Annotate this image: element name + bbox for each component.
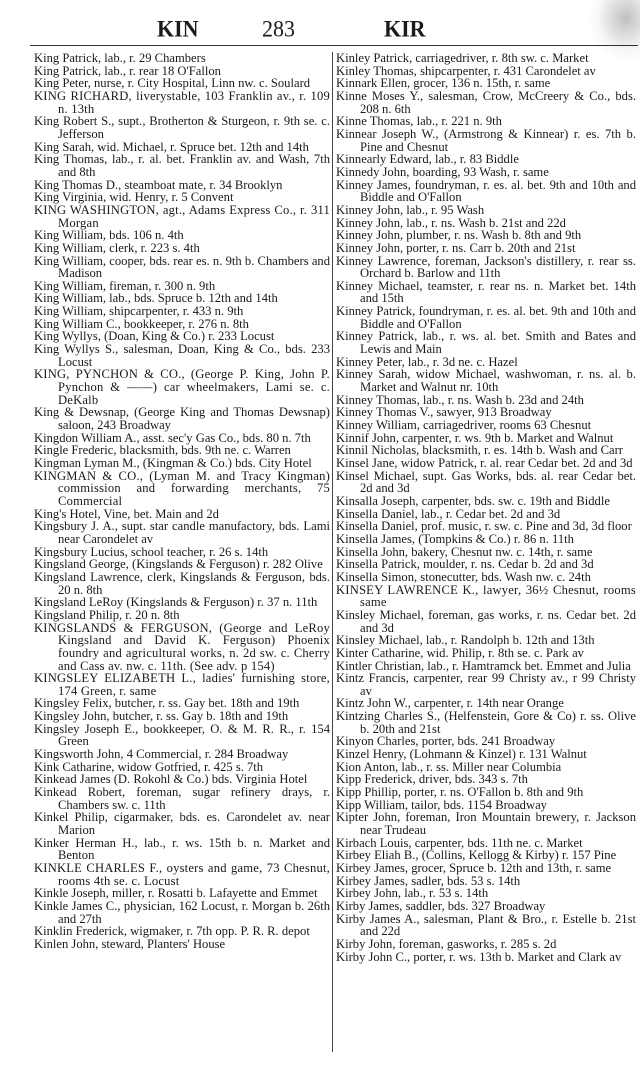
- directory-entry: Kirbach Louis, carpenter, bds. 11th ne. c. Market: [336, 835, 583, 850]
- directory-entry: Kipter John, foreman, Iron Mountain brewery, r. Jackson near Trudeau: [336, 810, 636, 838]
- directory-entry: King William, lab., bds. Spruce b. 12th and 14th: [34, 291, 278, 306]
- directory-entry: Kinsella Daniel, lab., r. Cedar bet. 2d and 3d: [336, 506, 561, 521]
- directory-entry: King Thomas, lab., r. al. bet. Franklin av. and Wash, 7th and 8th: [34, 152, 330, 179]
- directory-entry: Kinzel Henry, (Lohmann & Kinzel) r. 131 Walnut: [336, 747, 587, 762]
- directory-entry: KINGSLEY ELIZABETH L., ladies' furnishing store, 174 Green, r. same: [34, 671, 330, 698]
- page-header: [0, 0, 640, 40]
- directory-entry: Kipp Frederick, driver, bds. 343 s. 7th: [336, 772, 528, 787]
- directory-entry: KING WASHINGTON, agt., Adams Express Co., r. 311 Morgan: [34, 202, 330, 230]
- directory-entry: Kirby James, saddler, bds. 327 Broadway: [336, 898, 546, 913]
- directory-entry: King & Dewsnap, (George King and Thomas Dewsnap) saloon, 243 Broadway: [34, 405, 330, 433]
- directory-entry: King Sarah, wid. Michael, r. Spruce bet. 12th and 14th: [34, 139, 309, 154]
- directory-entry: Kingle Frederic, blacksmith, bds. 9th ne. c. Warren: [34, 443, 291, 458]
- directory-entry: Kinsalla Joseph, carpenter, bds. sw. c. 19th and Biddle: [336, 493, 610, 508]
- directory-entry: Kinne Moses Y., salesman, Crow, McCreery & Co., bds. 208 n. 6th: [336, 88, 636, 116]
- directory-entry: Kinsley Michael, foreman, gas works, r. ns. Cedar bet. 2d and 3d: [336, 607, 636, 635]
- directory-entry: Kinker Herman H., lab., r. ws. 15th b. n. Market and Benton: [34, 835, 330, 863]
- directory-entry: Kingsland Lawrence, clerk, Kingslands & Ferguson, bds. 20 n. 8th: [34, 569, 330, 597]
- directory-entry: King William, shipcarpenter, r. 433 n. 9th: [34, 304, 244, 319]
- directory-entry: Kinney Peter, lab., r. 3d ne. c. Hazel: [336, 354, 518, 369]
- directory-entry: Kinlen John, steward, Planters' House: [34, 936, 226, 951]
- directory-entry: Kinney Thomas V., sawyer, 913 Broadway: [336, 405, 552, 420]
- directory-entry: Kipp William, tailor, bds. 1154 Broadway: [336, 797, 547, 812]
- directory-entry: Kingsbury J. A., supt. star candle manufactory, bds. Lami near Carondelet av: [34, 519, 330, 546]
- directory-entry: KING RICHARD, liverystable, 103 Franklin av., r. 109 n. 13th: [34, 88, 330, 116]
- directory-entry: King William, clerk, r. 223 s. 4th: [34, 240, 200, 255]
- directory-entry: King's Hotel, Vine, bet. Main and 2d: [34, 506, 219, 521]
- directory-entry: King Patrick, lab., r. 29 Chambers: [34, 51, 206, 65]
- directory-entry: Kirby John C., porter, r. ws. 13th b. Market and Clark av: [336, 949, 622, 964]
- directory-entry: Kingsland Philip, r. 20 n. 8th: [34, 607, 180, 622]
- right-guide-word: KIR: [384, 15, 426, 42]
- directory-entry: King Wyllys, (Doan, King & Co.) r. 233 Locust: [34, 329, 275, 344]
- directory-entry: Kingsley John, butcher, r. ss. Gay b. 18th and 19th: [34, 709, 289, 724]
- directory-entry: Kinney Lawrence, foreman, Jackson's distillery, r. rear ss. Orchard b. Barlow and 11th: [336, 253, 636, 281]
- directory-entry: Kinney Sarah, widow Michael, washwoman, r. ns. al. b. Market and Walnut nr. 10th: [336, 367, 636, 395]
- directory-entry: Kipp Phillip, porter, r. ns. O'Fallon b. 8th and 9th: [336, 785, 584, 800]
- directory-entry: Kirbey James, sadler, bds. 53 s. 14th: [336, 873, 521, 888]
- directory-entry: KING, PYNCHON & CO., (George P. King, John P. Pynchon & ——) car wheelmakers, Lami se. c. DeKalb: [34, 367, 330, 407]
- directory-entry: Kirbey James, grocer, Spruce b. 12th and 13th, r. same: [336, 861, 612, 875]
- directory-entry: King Robert S., supt., Brotherton & Sturgeon, r. 9th se. c. Jefferson: [34, 114, 330, 141]
- directory-entry: Kinney John, lab., r. 95 Wash: [336, 202, 485, 217]
- directory-entry: KINSEY LAWRENCE K., lawyer, 36½ Chesnut, rooms same: [336, 582, 636, 610]
- directory-entry: KINGSLANDS & FERGUSON, (George and LeRoy Kingsland and David K. Ferguson) Phoenix foundry and agricultural works, n. 2d sw. c. Cherry and Cass av. nw. c. 11th. (See adv. p 154): [34, 620, 330, 673]
- directory-entry: Kinter Catharine, wid. Philip, r. 8th se. c. Park av: [336, 645, 584, 660]
- directory-entry: King William, cooper, bds. rear es. n. 9th b. Chambers and Madison: [34, 253, 330, 281]
- directory-entry: King William, bds. 106 n. 4th: [34, 228, 184, 243]
- directory-entry: Kinklin Frederick, wigmaker, r. 7th opp. P. R. R. depot: [34, 924, 310, 939]
- directory-entry: King Wyllys S., salesman, Doan, King & Co., bds. 233 Locust: [34, 342, 330, 369]
- directory-entry: Kingsworth John, 4 Commercial, r. 284 Broadway: [34, 747, 289, 762]
- directory-entry: Kink Catharine, widow Gotfried, r. 425 s. 7th: [34, 759, 264, 774]
- directory-entry: Kingsley Joseph E., bookkeeper, O. & M. R. R., r. 154 Green: [34, 721, 330, 749]
- directory-entry: Kinyon Charles, porter, bds. 241 Broadway: [336, 734, 556, 749]
- directory-entry: Kinney William, carriagedriver, rooms 63 Chesnut: [336, 418, 592, 433]
- directory-entry: Kinney Michael, teamster, r. rear ns. n. Market bet. 14th and 15th: [336, 278, 636, 306]
- directory-entry: Kinney John, porter, r. ns. Carr b. 20th and 21st: [336, 240, 576, 255]
- directory-entry: Kinne Thomas, lab., r. 221 n. 9th: [336, 114, 502, 129]
- directory-entry: Kingsley Felix, butcher, r. ss. Gay bet. 18th and 19th: [34, 696, 300, 711]
- directory-entry: Kingsland George, (Kingslands & Ferguson) r. 282 Olive: [34, 557, 323, 572]
- directory-entry: Kinsella John, bakery, Chesnut nw. c. 14th, r. same: [336, 544, 593, 559]
- directory-entry: Kinsel Jane, widow Patrick, r. al. rear Cedar bet. 2d and 3d: [336, 456, 633, 470]
- directory-entry: Kintz John W., carpenter, r. 14th near Orange: [336, 696, 564, 711]
- directory-entry: Kinkle Joseph, miller, r. Rosatti b. Lafayette and Emmet: [34, 886, 318, 901]
- directory-entry: Kirbey John, lab., r. 53 s. 14th: [336, 886, 489, 901]
- directory-entry: Kingdon William A., asst. sec'y Gas Co., bds. 80 n. 7th: [34, 430, 311, 445]
- directory-entry: King William C., bookkeeper, r. 276 n. 8th: [34, 316, 249, 331]
- directory-entry: KINKLE CHARLES F., oysters and game, 73 Chesnut, rooms 4th se. c. Locust: [34, 861, 330, 888]
- directory-entry: King William, fireman, r. 300 n. 9th: [34, 278, 216, 293]
- directory-entry: King Patrick, lab., r. rear 18 O'Fallon: [34, 63, 221, 78]
- directory-entry: Kinnark Ellen, grocer, 136 n. 15th, r. same: [336, 76, 551, 91]
- directory-entry: Kingsbury Lucius, school teacher, r. 26 s. 14th: [34, 544, 269, 559]
- directory-entry: Kinsella Simon, stonecutter, bds. Wash nw. c. 24th: [336, 569, 591, 584]
- directory-entry: Kinney Thomas, lab., r. ns. Wash b. 23d and 24th: [336, 392, 584, 407]
- directory-entry: Kirby James A., salesman, Plant & Bro., r. Estelle b. 21st and 22d: [336, 911, 636, 939]
- directory-entry: King Peter, nurse, r. City Hospital, Linn nw. c. Soulard: [34, 76, 311, 91]
- page-stain: [590, 0, 640, 60]
- directory-entry: Kinney John, lab., r. ns. Wash b. 21st and 22d: [336, 215, 566, 230]
- directory-entry: Kingman Lyman M., (Kingman & Co.) bds. City Hotel: [34, 456, 312, 470]
- right-column: [336, 52, 636, 963]
- directory-entry: Kinkel Philip, cigarmaker, bds. es. Carondelet av. near Marion: [34, 810, 330, 838]
- left-guide-word: KIN: [157, 15, 199, 42]
- directory-entry: Kingsland LeRoy (Kingslands & Ferguson) r. 37 n. 11th: [34, 595, 318, 610]
- directory-entry: Kintler Christian, lab., r. Hamtramck bet. Emmet and Julia: [336, 658, 631, 673]
- directory-entry: Kion Anton, lab., r. ss. Miller near Columbia: [336, 759, 562, 774]
- directory-entry: Kinkead Robert, foreman, sugar refinery drays, r. Chambers sw. c. 11th: [34, 785, 330, 812]
- left-column: [34, 52, 330, 951]
- directory-entry: Kinsel Michael, supt. Gas Works, bds. al. rear Cedar bet. 2d and 3d: [336, 468, 636, 496]
- column-divider: [332, 52, 333, 1052]
- directory-entry: Kinsley Michael, lab., r. Randolph b. 12th and 13th: [336, 633, 595, 648]
- directory-entry: Kinnear Joseph W., (Armstrong & Kinnear) r. es. 7th b. Pine and Chesnut: [336, 126, 636, 154]
- directory-entry: Kinnedy John, boarding, 93 Wash, r. same: [336, 164, 549, 179]
- directory-entry: Kintz Francis, carpenter, rear 99 Christy av., r 99 Christy av: [336, 671, 636, 698]
- directory-entry: Kinnif John, carpenter, r. ws. 9th b. Market and Walnut: [336, 430, 614, 445]
- directory-entry: Kinney Patrick, lab., r. ws. al. bet. Smith and Bates and Lewis and Main: [336, 329, 636, 357]
- directory-entry: Kirby John, foreman, gasworks, r. 285 s. 2d: [336, 936, 557, 951]
- directory-entry: Kinnil Nicholas, blacksmith, r. es. 14th b. Wash and Carr: [336, 443, 623, 458]
- directory-entry: Kinney John, plumber, r. ns. Wash b. 8th and 9th: [336, 228, 582, 243]
- directory-entry: King Thomas D., steamboat mate, r. 34 Brooklyn: [34, 177, 283, 192]
- directory-entry: Kinney James, foundryman, r. es. al. bet. 9th and 10th and Biddle and O'Fallon: [336, 177, 636, 205]
- directory-entry: Kinsella Daniel, prof. music, r. sw. c. Pine and 3d, 3d floor: [336, 519, 632, 534]
- directory-entry: Kinkead James (D. Rokohl & Co.) bds. Virginia Hotel: [34, 772, 308, 787]
- directory-entry: Kinnearly Edward, lab., r. 83 Biddle: [336, 152, 519, 167]
- directory-entry: Kinsella Patrick, moulder, r. ns. Cedar b. 2d and 3d: [336, 557, 594, 572]
- header-rule: [30, 45, 638, 46]
- directory-entry: Kinley Thomas, shipcarpenter, r. 431 Carondelet av: [336, 63, 596, 78]
- directory-entry: King Virginia, wid. Henry, r. 5 Convent: [34, 190, 234, 205]
- directory-entry: Kinney Patrick, foundryman, r. es. al. bet. 9th and 10th and Biddle and O'Fallon: [336, 304, 636, 331]
- directory-entry: Kinley Patrick, carriagedriver, r. 8th sw. c. Market: [336, 51, 589, 65]
- directory-entry: Kinkle James C., physician, 162 Locust, r. Morgan b. 26th and 27th: [34, 898, 330, 926]
- directory-entry: Kinsella James, (Tompkins & Co.) r. 86 n. 11th: [336, 531, 574, 546]
- page-number: 283: [262, 15, 295, 42]
- directory-entry: KINGMAN & CO., (Lyman M. and Tracy Kingman) commission and forwarding merchants, 75 Commercial: [34, 468, 330, 508]
- directory-entry: Kintzing Charles S., (Helfenstein, Gore & Co) r. ss. Olive b. 20th and 21st: [336, 709, 636, 736]
- directory-entry: Kirbey Eliah B., (Collins, Kellogg & Kirby) r. 157 Pine: [336, 848, 617, 863]
